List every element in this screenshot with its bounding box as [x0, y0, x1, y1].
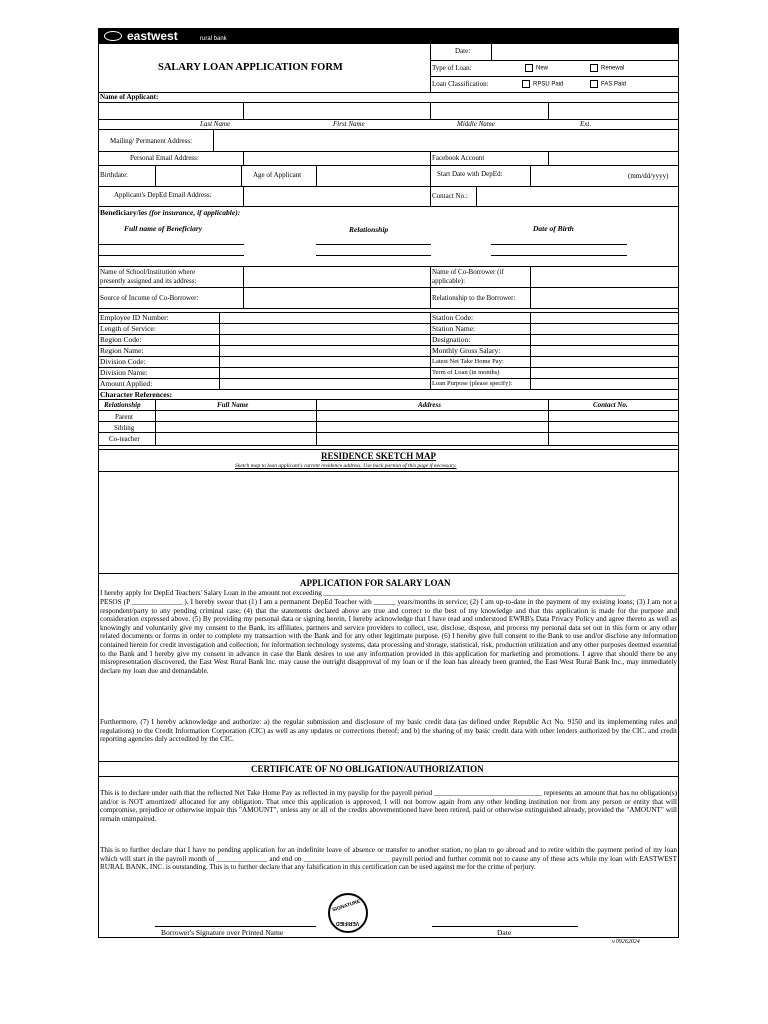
employment-label-right: Loan Purpose (please specify): — [432, 380, 513, 387]
certificate-paragraph-1: This is to declare under oath that the reflected Net Take Home Pay as reflected in my payslip for the payroll period ______________________________ represents an amount that has no obligation(s) and/or is NOT amortized/ allocated for any obligation. That once this application is approved, I will not borrow again from any other lending institution nor from any person or entity that will compromise, prejudice or otherwise impair this "AMOUNT", unless any or all of the credits abovementioned have been retired, paid or otherwise extinguished already, provided the "AMOUNT" will remain unimpaired. — [100, 789, 677, 823]
ref-co-teacher-row-fields[interactable] — [156, 433, 678, 444]
employment-field-left[interactable] — [220, 346, 429, 355]
beneficiary-name-line[interactable] — [98, 244, 244, 245]
ref-col-full-name: Full Name — [217, 401, 249, 409]
eastwest-logo-icon — [104, 31, 122, 41]
co-borrower-income-label: Source of Income of Co-Borrower: — [100, 294, 199, 302]
fas-paid-checkbox[interactable]: FAS Paid — [590, 80, 626, 90]
employment-label-right: Monthly Gross Salary: — [432, 346, 501, 355]
loan-type-new-checkbox[interactable]: New — [525, 64, 548, 74]
ref-row-co-teacher: Co-teacher — [109, 435, 140, 443]
facebook-label: Facebook Account — [432, 154, 485, 162]
brand-name: eastwest — [127, 29, 178, 43]
school-field[interactable] — [244, 267, 429, 286]
employment-field-left[interactable] — [220, 324, 429, 333]
employment-field-right[interactable] — [531, 313, 678, 322]
sketch-map-note: Sketch map to loan applicant's current residence address. Use back portion of this page if necessary. — [235, 463, 457, 469]
mailing-address-label: Mailing/ Permanent Address: — [110, 137, 193, 145]
start-date-format: (mm/dd/yyyy) — [628, 172, 669, 180]
employment-label-right: Latest Net Take Home Pay: — [432, 358, 504, 365]
employment-field-right[interactable] — [531, 379, 678, 388]
beneficiary-relationship-line[interactable] — [316, 244, 431, 245]
beneficiary-name-col: Full name of Beneficiary — [124, 224, 203, 233]
age-field[interactable] — [317, 166, 429, 185]
date-label: Date: — [455, 47, 471, 55]
ext-name-field[interactable] — [549, 103, 678, 118]
middle-name-caption: Middle Name — [457, 120, 495, 128]
employment-field-left[interactable] — [220, 379, 429, 388]
signature-verified-stamp: SIGNATURE VERIFIED — [328, 893, 368, 933]
beneficiary-heading: Beneficiary/ies (for insurance, if applicable): — [100, 208, 241, 217]
brand-subtitle: rural bank — [200, 36, 227, 42]
employment-label-right: Term of Loan (in months) — [432, 369, 500, 376]
form-title: SALARY LOAN APPLICATION FORM — [158, 62, 343, 73]
middle-name-field[interactable] — [431, 103, 547, 118]
mailing-address-field[interactable] — [214, 130, 678, 150]
employment-label-left: Region Code: — [100, 335, 142, 344]
contact-label: Contact No.: — [432, 192, 468, 200]
employment-field-right[interactable] — [531, 368, 678, 377]
ext-caption: Ext. — [580, 120, 592, 128]
employment-label-right: Station Code: — [432, 313, 474, 322]
employment-field-left[interactable] — [220, 313, 429, 322]
beneficiary-dob-line[interactable] — [491, 244, 627, 245]
employment-label-left: Division Name: — [100, 368, 148, 377]
co-borrower-label: Name of Co-Borrower (if applicable): — [432, 268, 504, 285]
employment-field-right[interactable] — [531, 324, 678, 333]
ref-col-contact: Contact No. — [593, 401, 628, 409]
ref-row-parent: Parent — [115, 413, 133, 421]
employment-label-right: Station Name: — [432, 324, 476, 333]
last-name-field[interactable] — [99, 103, 242, 118]
birthdate-field[interactable] — [156, 166, 240, 185]
loan-type-label: Type of Loan: — [432, 64, 472, 72]
relationship-to-borrower-field[interactable] — [531, 288, 678, 307]
employment-field-left[interactable] — [220, 335, 429, 344]
date-field[interactable] — [492, 45, 678, 59]
checkbox-icon — [590, 80, 598, 88]
start-date-label: Start Date with DepEd: — [437, 170, 503, 178]
checkbox-icon — [590, 64, 598, 72]
borrower-signature-line[interactable] — [155, 926, 316, 927]
beneficiary-name-line[interactable] — [98, 255, 244, 256]
relationship-to-borrower-label: Relationship to the Borrower: — [432, 294, 516, 302]
employment-label-right: Designation: — [432, 335, 471, 344]
certificate-title: CERTIFICATE OF NO OBLIGATION/AUTHORIZATION — [251, 764, 484, 774]
application-paragraph-2: Furthermore, (7) I hereby acknowledge and authorize: a) the regular submission and disclosure of my basic credit data (as defined under Republic Act No. 9150 and its implementing rules and regulations) to the Credit Information Corporation (CIC) as well as any updates or corrections thereof; and b) the sharing of my basic credit data with other lenders authorized by the CIC, and credit reporting agencies duly accredited by the CIC. — [100, 718, 677, 744]
deped-email-field[interactable] — [244, 187, 429, 205]
beneficiary-relationship-col: Relationship — [349, 225, 389, 234]
employment-field-right[interactable] — [531, 357, 678, 366]
employment-field-left[interactable] — [220, 368, 429, 377]
age-label: Age of Applicant — [253, 171, 302, 179]
beneficiary-relationship-line[interactable] — [316, 255, 431, 256]
checkbox-icon — [525, 64, 533, 72]
school-label: Name of School/Institution where presently assigned and its address: — [100, 268, 197, 285]
application-title: APPLICATION FOR SALARY LOAN — [300, 578, 451, 588]
loan-classification-label: Loan Classification: — [432, 80, 489, 88]
employment-label-left: Region Name: — [100, 346, 144, 355]
ref-parent-row-fields[interactable] — [156, 411, 678, 420]
employment-field-left[interactable] — [220, 357, 429, 366]
birthdate-label: Birthdate: — [100, 171, 128, 179]
facebook-field[interactable] — [549, 152, 678, 164]
references-heading: Character References: — [100, 390, 172, 399]
first-name-field[interactable] — [244, 103, 429, 118]
ref-col-address: Address — [418, 401, 441, 409]
last-name-caption: Last Name — [200, 120, 231, 128]
sketch-map-title: RESIDENCE SKETCH MAP — [321, 451, 437, 461]
deped-email-label: Applicant's DepEd Email Address: — [114, 191, 212, 199]
employment-field-right[interactable] — [531, 335, 678, 344]
personal-email-label: Personal Email Address: — [130, 154, 199, 162]
employment-label-left: Division Code: — [100, 357, 146, 366]
personal-email-field[interactable] — [244, 152, 429, 164]
certificate-paragraph-2: This is to further declare that I have no pending application for an indefinite leave of absence or transfer to another station, no plan to go abroad and to retire within the payment period of my loan which will start in the payroll month of ______________ and end on ________________________ payroll period and further commit not to cause any of these acts while my loan with EASTWEST RURAL BANK, INC. is outstanding. This is to further declare that any falsification in this certification can be used against me for the crime of perjury. — [100, 846, 677, 872]
sketch-map-area[interactable] — [99, 472, 678, 572]
rpsu-paid-checkbox[interactable]: RPSU Paid — [522, 80, 563, 90]
borrower-signature-label: Borrower's Signature over Printed Name — [161, 928, 284, 937]
loan-type-renewal-checkbox[interactable]: Renewal — [590, 64, 624, 74]
employment-label-left: Employee ID Number: — [100, 313, 169, 322]
signature-date-label: Date — [497, 928, 512, 937]
co-borrower-field[interactable] — [531, 267, 678, 286]
application-first-line: I hereby apply for DepEd Teachers' Salary Loan in the amount not exceeding ____________________________________________________________________________________ — [100, 589, 626, 597]
employment-label-left: Amount Applied: — [100, 379, 153, 388]
employment-field-right[interactable] — [531, 346, 678, 355]
checkbox-icon — [522, 80, 530, 88]
beneficiary-dob-line[interactable] — [491, 255, 627, 256]
ref-row-sibling: Sibling — [114, 424, 135, 432]
contact-field[interactable] — [477, 187, 678, 205]
applicant-name-label: Name of Applicant: — [100, 93, 159, 101]
ref-col-relationship: Relationship — [104, 401, 141, 409]
co-borrower-income-field[interactable] — [244, 288, 429, 307]
ref-sibling-row-fields[interactable] — [156, 422, 678, 431]
signature-date-line[interactable] — [432, 926, 578, 927]
brand-header-bar — [98, 28, 679, 44]
first-name-caption: First Name — [333, 120, 365, 128]
beneficiary-dob-col: Date of Birth — [533, 224, 574, 233]
form-version: v.09262024 — [612, 939, 640, 945]
employment-label-left: Length of Service: — [100, 324, 156, 333]
application-paragraph-1: PESOS (P ______________ ). I hereby swear that (1) I am a permanent DepEd Teacher with ______ years/months in service; (2) I am up-to-date in the payment of my existing loans; (3) I am not a respondent/party to any pending criminal case; (4) that the statements declared above are true and correct to the best of my knowledge and that this application is made for the purpose and consideration expressed above. (5) By providing my personal data or signing herein, I hereby acknowledge that I have read and understood EWRB's Data Privacy Policy and agree thereto as well as knowingly and voluntarily give my consent to the Bank, its affiliates, partners and service providers to collect, use, disclose, dispose, and process my personal data set out in this form or any other related documents or forms in order to complete my transaction with the Bank and for any other legitimate purpose. (6) I hereby give full consent to the Bank to use and/or disclose any information contained herein for credit investigation and collection, for information technology systems, data processing and storage, statistical, risk, production utilization and any other purposes deemed essential to the Bank and I hereby give my consent in advance in case the Bank desires to use any information provided in this application for marketing and promotions. I agree that should there be any misrepresentation discovered, the East West Rural Bank Inc. may cause the outright disapproval of my loan or if the loan has already been granted, the East West Rural Bank Inc., may immediately declare my loan due and demandable. — [100, 598, 677, 675]
